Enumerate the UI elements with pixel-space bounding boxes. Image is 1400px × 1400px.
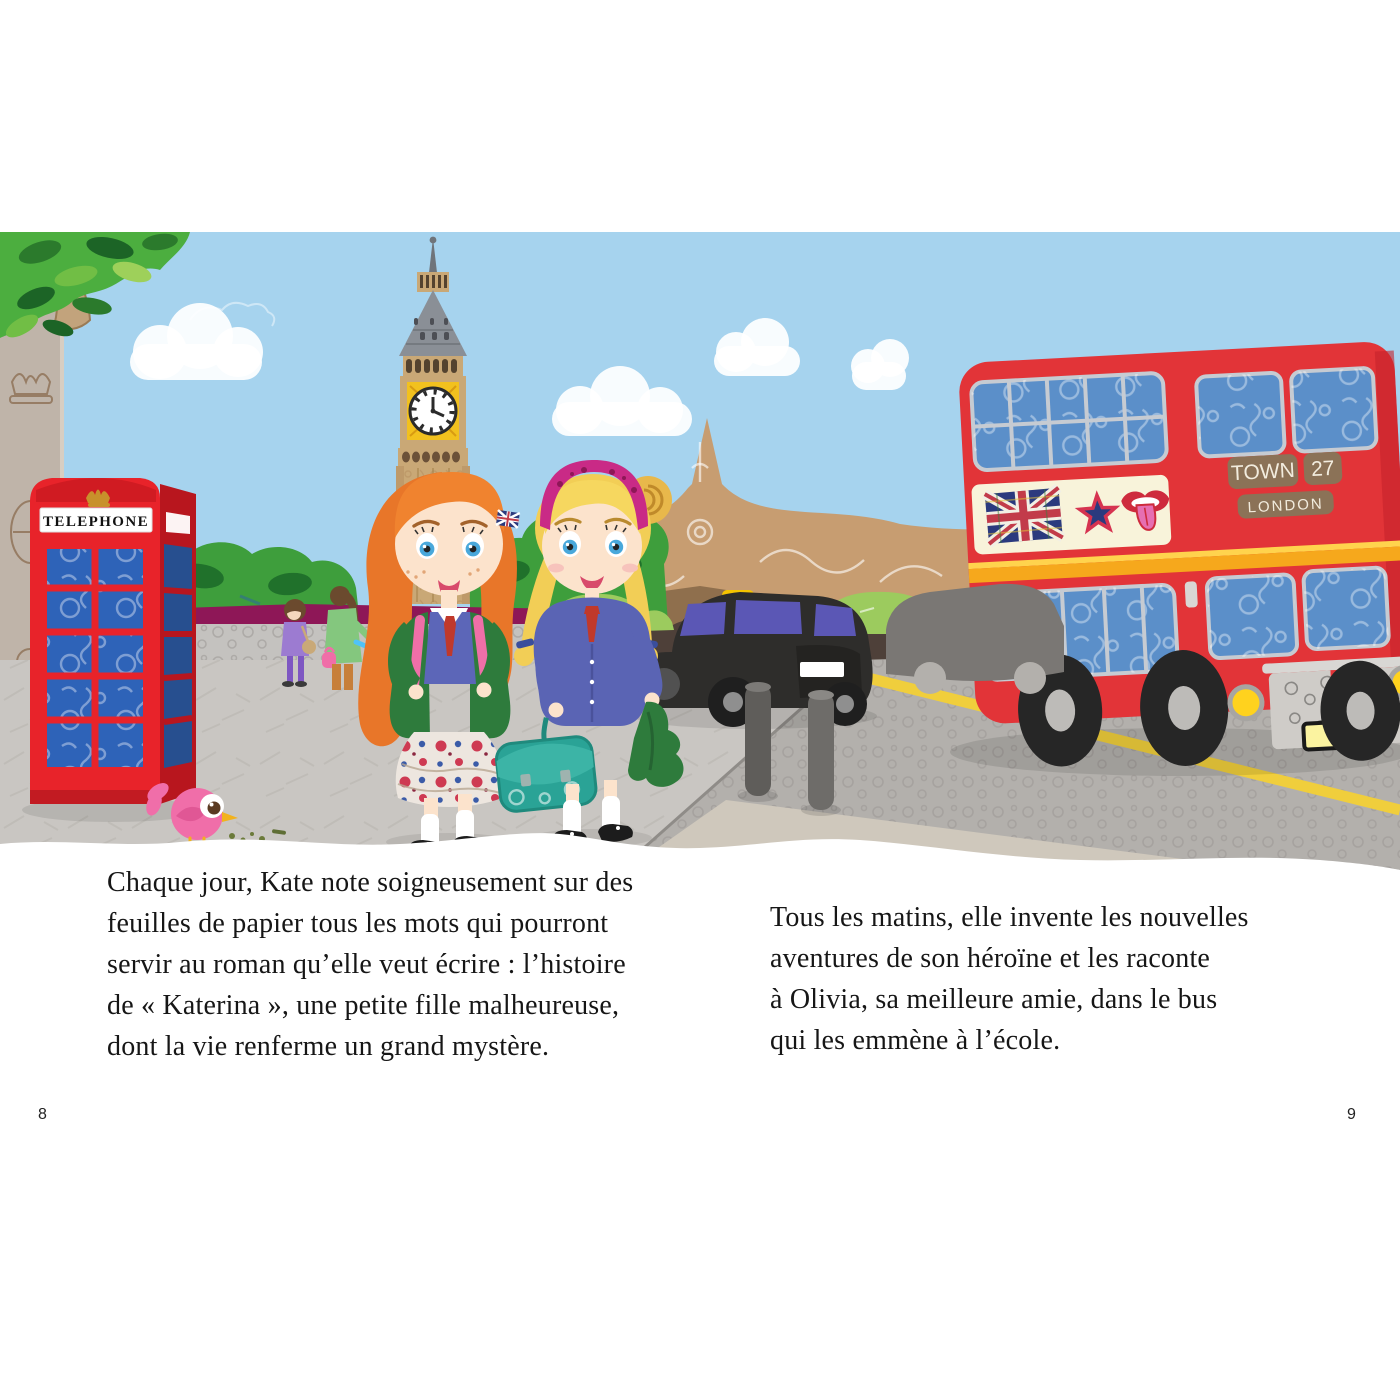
taxi-license-plate [800, 662, 844, 677]
phone-box-windows [42, 544, 192, 772]
telephone-box [22, 478, 202, 822]
union-jack-hairclip [496, 510, 520, 528]
page-number-right: 9 [1347, 1106, 1356, 1123]
paragraph-line: aventures de son héroïne et les raconte [770, 943, 1211, 974]
clock-face [407, 382, 459, 440]
paragraph-line: dont la vie renferme un grand mystère. [107, 1031, 550, 1062]
bus-banner [971, 475, 1171, 555]
paragraph-line: Chaque jour, Kate note soigneusement sur des [107, 867, 634, 898]
union-jack-sticker [985, 488, 1063, 544]
paragraph-line: Tous les matins, elle invente les nouvelles [770, 902, 1249, 933]
paragraph-line: à Olivia, sa meilleure amie, dans le bus [770, 984, 1218, 1015]
bus-route-number: 27 [1310, 456, 1336, 482]
paragraph-line: de « Katerina », une petite fille malheureuse, [107, 990, 620, 1021]
london-street-illustration [0, 232, 1400, 878]
bus-headlight [1229, 686, 1263, 720]
double-decker-bus [950, 340, 1400, 781]
illustration-scene [0, 232, 1400, 878]
page-number-left: 8 [38, 1106, 47, 1123]
paragraph-line: feuilles de papier tous les mots qui pourront [107, 908, 609, 939]
paragraph-line: qui les emmène à l’école. [770, 1025, 1061, 1056]
paragraph-line: servir au roman qu’elle veut écrire : l’histoire [107, 949, 626, 980]
story-paragraph-right [770, 897, 1249, 1061]
story-paragraph-left [107, 862, 633, 1067]
bus-city: LONDON [1247, 495, 1325, 517]
telephone-sign-label: TELEPHONE [43, 514, 149, 530]
bus-route-name: TOWN [1230, 458, 1296, 486]
